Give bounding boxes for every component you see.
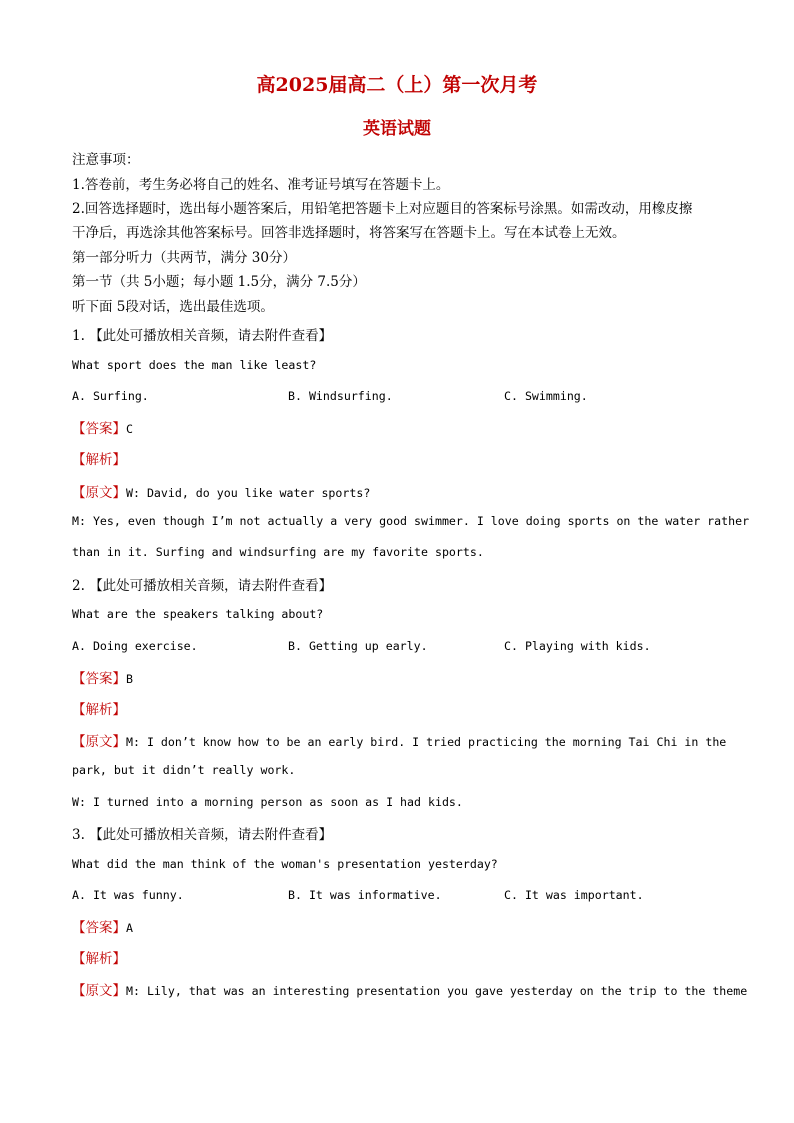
original-label: 【原文】 — [72, 485, 126, 501]
answer-row — [72, 916, 133, 936]
option-b: B. Getting up early. — [288, 639, 428, 653]
option-b: B. It was informative. — [288, 888, 442, 902]
page-title: 高2025届高二（上）第一次月考 — [256, 74, 538, 96]
notes-heading: 注意事项： — [72, 152, 140, 168]
transcript-text: M: Lily, that was an interesting presentation you gave yesterday on the trip to the theme — [126, 984, 748, 998]
notes-item-2a: 2.回答选择题时，选出每小题答案后，用铅笔把答题卡上对应题目的答案标号涂黑。如需改动，用橡皮擦 — [72, 201, 693, 217]
section-part: 第一部分听力（共两节，满分 30分） — [72, 250, 296, 266]
transcript-line — [72, 481, 370, 501]
transcript-text: M: I don’t know how to be an early bird. I tried practicing the morning Tai Chi in the — [126, 735, 727, 749]
question-header — [72, 574, 332, 594]
transcript-line: park, but it didn’t really work. — [72, 763, 296, 777]
question-header — [72, 324, 332, 344]
audio-placeholder: 【此处可播放相关音频，请去附件查看】 — [89, 578, 333, 594]
analysis-label: 【解析】 — [72, 452, 126, 468]
answer-row — [72, 667, 133, 687]
question-header — [72, 823, 332, 843]
notes-item-2b: 干净后，再选涂其他答案标号。回答非选择题时，将答案写在答题卡上。写在本试卷上无效。 — [72, 225, 626, 241]
transcript-line: W: I turned into a morning person as soon as I had kids. — [72, 795, 463, 809]
answer-value: B — [126, 672, 133, 686]
transcript-line — [72, 730, 726, 750]
question-stem: What sport does the man like least? — [72, 358, 317, 372]
original-label: 【原文】 — [72, 734, 126, 750]
option-a: A. Doing exercise. — [72, 639, 198, 653]
question-number: 1. — [72, 328, 85, 344]
option-a: A. It was funny. — [72, 888, 184, 902]
transcript-text: W: David, do you like water sports? — [126, 486, 371, 500]
option-c: C. Playing with kids. — [504, 639, 651, 653]
answer-label: 【答案】 — [72, 421, 126, 437]
option-a: A. Surfing. — [72, 389, 149, 403]
notes-item-1: 1.答卷前，考生务必将自己的姓名、准考证号填写在答题卡上。 — [72, 177, 450, 193]
original-label: 【原文】 — [72, 983, 126, 999]
answer-label: 【答案】 — [72, 920, 126, 936]
audio-placeholder: 【此处可播放相关音频，请去附件查看】 — [89, 827, 333, 843]
analysis-label: 【解析】 — [72, 951, 126, 967]
option-c: C. It was important. — [504, 888, 644, 902]
question-number: 3. — [72, 827, 85, 843]
page-subtitle: 英语试题 — [363, 119, 431, 139]
section-sub: 第一节（共 5小题；每小题 1.5分，满分 7.5分） — [72, 274, 366, 290]
audio-placeholder: 【此处可播放相关音频，请去附件查看】 — [89, 328, 333, 344]
transcript-line: M: Yes, even though I’m not actually a very good swimmer. I love doing sports on the water rather — [72, 514, 750, 528]
question-stem: What did the man think of the woman's presentation yesterday? — [72, 857, 498, 871]
transcript-line — [72, 979, 747, 999]
option-b: B. Windsurfing. — [288, 389, 393, 403]
question-number: 2. — [72, 578, 85, 594]
answer-row — [72, 417, 133, 437]
option-c: C. Swimming. — [504, 389, 588, 403]
answer-value: C — [126, 422, 133, 436]
transcript-line: than in it. Surfing and windsurfing are my favorite sports. — [72, 545, 484, 559]
answer-label: 【答案】 — [72, 671, 126, 687]
question-stem: What are the speakers talking about? — [72, 607, 324, 621]
section-instructions: 听下面 5段对话，选出最佳选项。 — [72, 299, 274, 315]
answer-value: A — [126, 921, 133, 935]
analysis-label: 【解析】 — [72, 702, 126, 718]
